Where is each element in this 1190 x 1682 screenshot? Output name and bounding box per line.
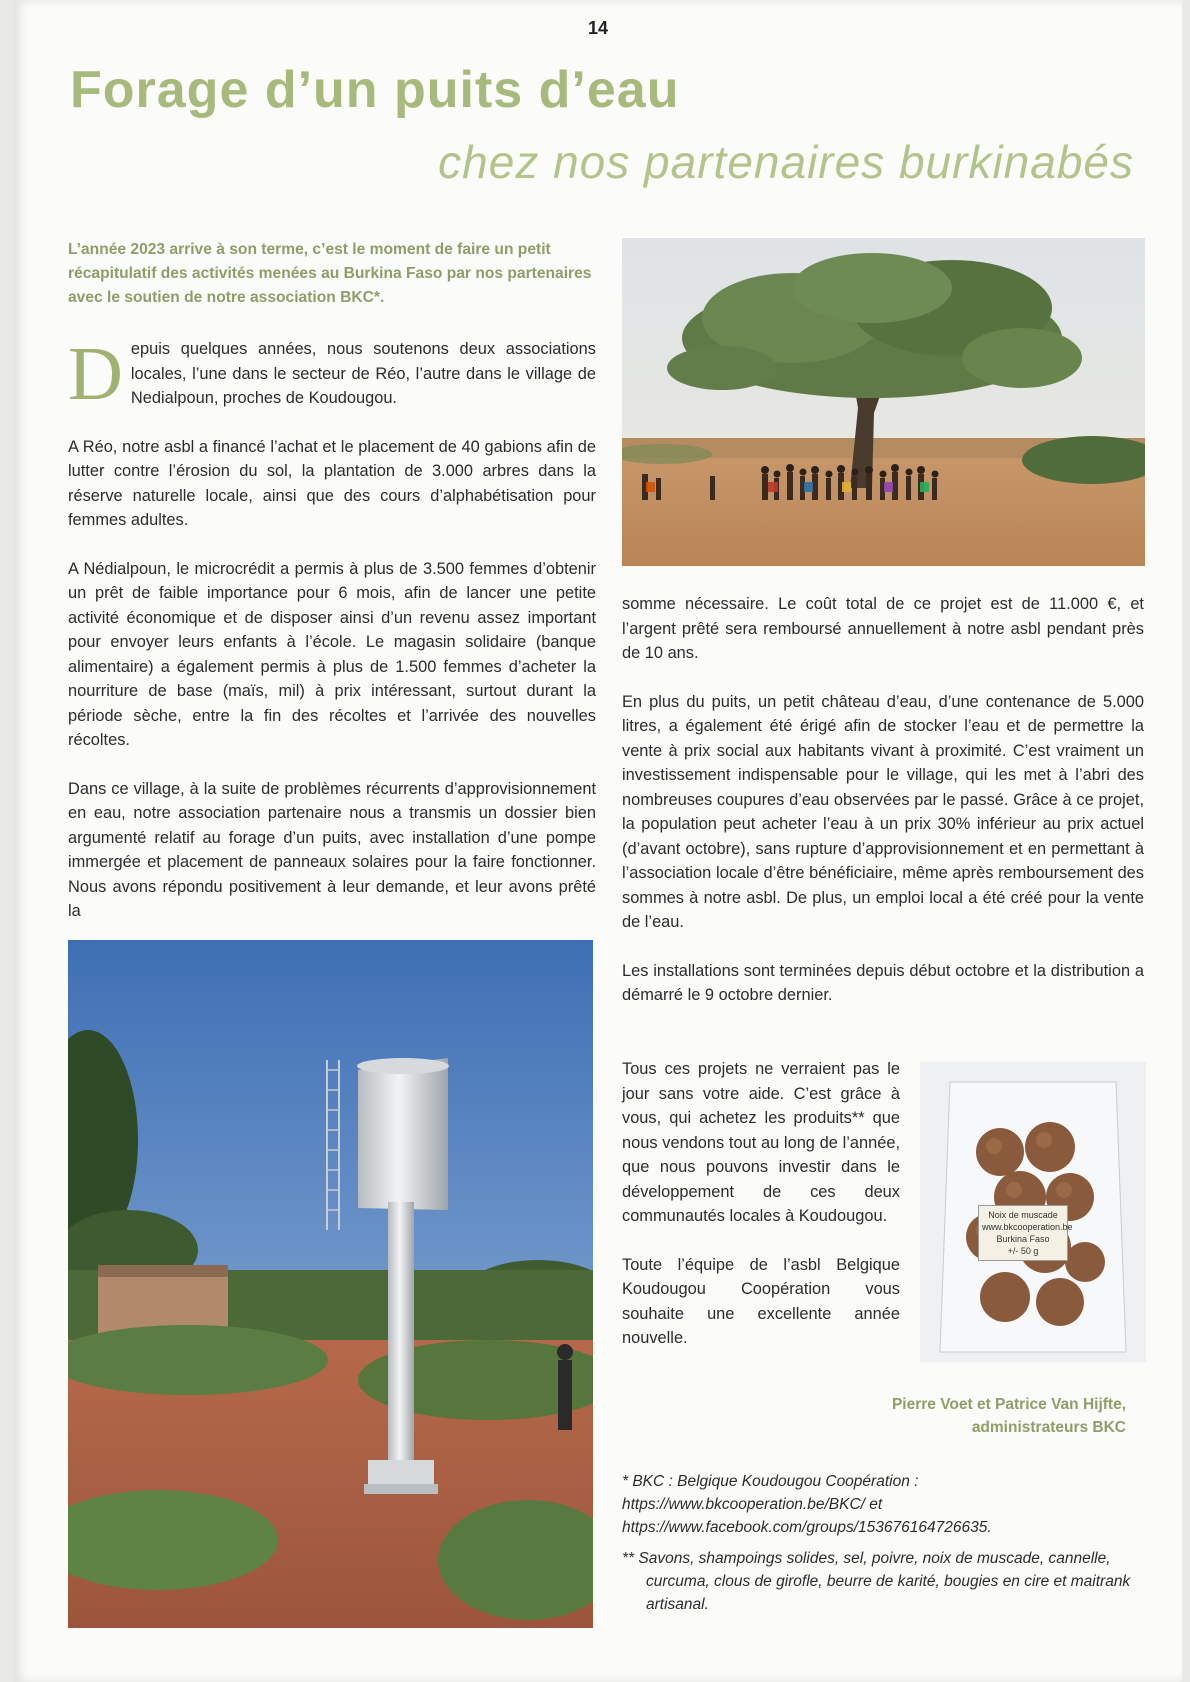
water-tower-illustration xyxy=(68,940,593,1628)
paragraph-cost: somme nécessaire. Le coût total de ce projet est de 11.000 €, et l’argent prêté sera remboursé annuellement à notre asbl pendant près de 10 ans. xyxy=(622,595,1144,662)
signature xyxy=(892,1393,1126,1439)
paragraph-nedialpoun: A Nédialpoun, le microcrédit a permis à plus de 3.500 femmes d’obtenir un prêt de faible importance pour 6 mois, afin de lancer une petite activité économique et de disposer ainsi d’un revenu assez important pour envoyer leurs enfants à l’école. Le magasin solidaire (banque alimentaire) a également permis à plus de 1.500 femmes d’acheter la nourriture de base (maïs, mil) à prix intéressant, surtout durant la période sèche, entre la fin des récoltes et l’arrivée des nouvelles récoltes. xyxy=(68,559,596,749)
page-number: 14 xyxy=(587,18,609,38)
paragraph-water: Dans ce village, à la suite de problèmes récurrents d’approvisionnement en eau, notre association partenaire nous a transmis un dossier bien argumenté relatif au forage d’un puits, avec installation d’une pompe immergée et placement de panneaux solaires pour la faire fonctionner. Nous avons répondu positivement à leur demande, et leur avons prêté la xyxy=(68,779,596,920)
photo-nutmeg-bag xyxy=(920,1062,1146,1362)
product-label xyxy=(978,1205,1073,1261)
right-column-bottom xyxy=(622,1057,900,1375)
right-column-top xyxy=(622,592,1144,1032)
footnote-products: ** Savons, shampoings solides, sel, poivre, noix de muscade, cannelle, curcuma, clous de girofle, beurre de karité, bougies en cire et maitrank artisanal. xyxy=(622,1550,1131,1613)
drop-cap: D xyxy=(68,332,123,416)
title-line-2: chez nos partenaires burkinabés xyxy=(438,136,1134,188)
footnotes xyxy=(622,1470,1142,1624)
footnote-bkc-line-3: https://www.facebook.com/groups/153676164726635. xyxy=(622,1519,992,1536)
magazine-page xyxy=(14,0,1182,1682)
paragraph-intro xyxy=(68,332,596,416)
left-column xyxy=(68,332,596,948)
product-label-weight: +/- 50 g xyxy=(1007,1246,1039,1256)
paragraph-installations: Les installations sont terminées depuis début octobre et la distribution a démarré le 9 octobre dernier. xyxy=(622,961,1144,1004)
footnote-bkc-line-2: https://www.bkcooperation.be/BKC/ et xyxy=(622,1496,883,1513)
signature-names: Pierre Voet et Patrice Van Hijfte, xyxy=(891,1396,1126,1413)
paragraph-wishes: Toute l’équipe de l’asbl Belgique Koudougou Coopération vous souhaite une excellente année nouvelle. xyxy=(622,1255,900,1347)
photo-water-tower xyxy=(68,940,593,1628)
paragraph-reo: A Réo, notre asbl a financé l’achat et le placement de 40 gabions afin de lutter contre l’érosion du sol, la plantation de 3.000 arbres dans la réserve naturelle locale, ainsi que des cours d’alphabétisation pour femmes adultes. xyxy=(68,437,596,529)
signature-role: administrateurs BKC xyxy=(971,1419,1126,1436)
photo-tree-villagers xyxy=(622,238,1145,566)
paragraph-intro-text: epuis quelques années, nous soutenons deux associations locales, l’une dans le secteur de Réo, l’autre dans le village de Nedialpoun, proches de Koudougou. xyxy=(130,340,596,407)
product-label-origin: Burkina Faso xyxy=(996,1234,1050,1244)
paragraph-thanks: Tous ces projets ne verraient pas le jour sans votre aide. C’est grâce à vous, qui achetez les produits** que nous vendons tout au long de l’année, que nous pouvons investir dans le développement de ces deux communautés locales à Koudougou. xyxy=(622,1060,900,1225)
paragraph-water-tower: En plus du puits, un petit château d’eau, d’une contenance de 5.000 litres, a également été érigé afin de stocker l’eau et de permettre la vente à prix social aux habitants vivant à proximité. C’est vraiment un investissement indispensable pour le village, qui les met à l’abri des nombreuses coupures d’eau observées par le passé. Grâce à ce projet, la population peut acheter l’eau à un prix 30% inférieur au prix actuel (d’avant octobre), sans rupture d’approvisionnement et en permettant à l’association locale d’être bénéficiaire, même après remboursement des sommes à notre asbl. De plus, un emploi local a été créé pour la vente de l’eau. xyxy=(622,692,1144,931)
lead-paragraph: L’année 2023 arrive à son terme, c’est le moment de faire un petit récapitulatif des activités menées au Burkina Faso par nos partenaires avec le soutien de notre association BKC*. xyxy=(68,241,592,306)
tree-illustration xyxy=(622,238,1145,566)
product-label-name: Noix de muscade xyxy=(988,1210,1058,1220)
footnote-bkc xyxy=(622,1470,1142,1539)
footnote-bkc-line-1: * BKC : Belgique Koudougou Coopération : xyxy=(622,1473,919,1490)
product-label-site: www.bkcooperation.be xyxy=(982,1222,1073,1232)
title-line-1: Forage d’un puits d’eau xyxy=(70,61,680,119)
